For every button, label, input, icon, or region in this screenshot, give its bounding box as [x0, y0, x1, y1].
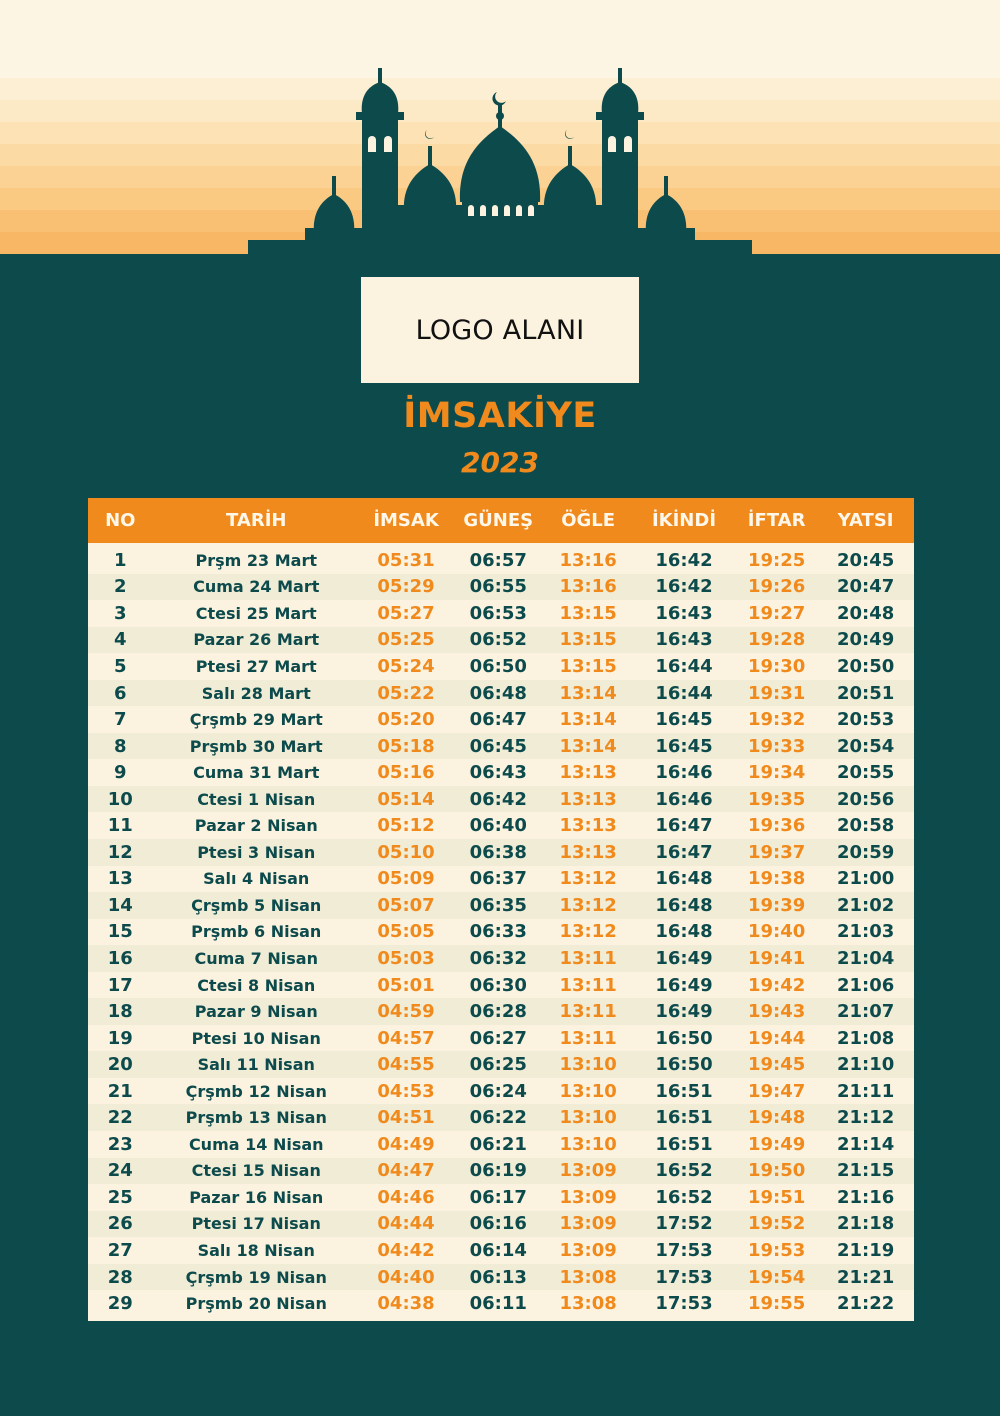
- cell-yatsi: 20:50: [836, 655, 895, 677]
- cell-iftar: 19:53: [747, 1239, 806, 1261]
- cell-ogle: 13:11: [559, 1027, 617, 1049]
- cell-ikindi: 16:44: [655, 655, 713, 677]
- cell-no: 11: [107, 815, 133, 837]
- cell-gunes: 06:30: [469, 974, 527, 996]
- cell-iftar: 19:32: [747, 709, 806, 731]
- table-row: [88, 1290, 914, 1317]
- cell-yatsi: 21:12: [836, 1107, 895, 1129]
- cell-iftar: 19:40: [747, 921, 806, 943]
- cell-iftar: 19:52: [747, 1213, 806, 1235]
- cell-ikindi: 17:53: [655, 1266, 713, 1288]
- cell-yatsi: 20:45: [836, 549, 895, 571]
- cell-no: 17: [107, 974, 133, 996]
- cell-ogle: 13:10: [559, 1080, 617, 1102]
- cell-ikindi: 16:43: [655, 602, 713, 624]
- cell-gunes: 06:52: [469, 629, 527, 651]
- cell-iftar: 19:51: [747, 1186, 806, 1208]
- cell-no: 14: [107, 894, 133, 916]
- cell-ogle: 13:11: [559, 1001, 617, 1023]
- cell-no: 12: [107, 841, 133, 863]
- cell-date: Çrşmb 29 Mart: [189, 710, 323, 730]
- cell-imsak: 04:44: [377, 1213, 435, 1235]
- cell-ogle: 13:13: [559, 841, 617, 863]
- cell-ikindi: 16:49: [655, 974, 713, 996]
- cell-date: Salı 4 Nisan: [203, 869, 310, 889]
- cell-gunes: 06:16: [469, 1213, 527, 1235]
- cell-ikindi: 16:45: [655, 709, 713, 731]
- cell-ogle: 13:13: [559, 788, 617, 810]
- cell-no: 13: [107, 868, 133, 890]
- cell-imsak: 04:40: [377, 1266, 435, 1288]
- cell-date: Pazar 9 Nisan: [194, 1002, 318, 1022]
- cell-iftar: 19:43: [747, 1001, 806, 1023]
- cell-no: 18: [107, 1001, 133, 1023]
- cell-date: Salı 28 Mart: [201, 683, 311, 703]
- cell-iftar: 19:25: [747, 549, 806, 571]
- table-row: [88, 892, 914, 919]
- cell-yatsi: 21:11: [836, 1080, 895, 1102]
- cell-iftar: 19:47: [747, 1080, 806, 1102]
- cell-yatsi: 20:48: [836, 602, 895, 624]
- cell-iftar: 19:41: [747, 947, 806, 969]
- cell-ogle: 13:11: [559, 974, 617, 996]
- cell-ikindi: 16:51: [655, 1107, 713, 1129]
- cell-no: 2: [114, 576, 127, 598]
- cell-ogle: 13:10: [559, 1054, 617, 1076]
- cell-date: Prşmb 30 Mart: [189, 736, 323, 756]
- cell-ikindi: 16:47: [655, 841, 713, 863]
- cell-gunes: 06:22: [469, 1107, 527, 1129]
- cell-ogle: 13:16: [559, 576, 617, 598]
- cell-no: 4: [114, 629, 127, 651]
- table-row: [88, 1158, 914, 1185]
- cell-yatsi: 21:15: [836, 1160, 895, 1182]
- table-row: [88, 1131, 914, 1158]
- header-imsak: İMSAK: [373, 510, 439, 531]
- cell-ogle: 13:12: [559, 921, 617, 943]
- cell-no: 27: [107, 1239, 133, 1261]
- cell-yatsi: 20:56: [836, 788, 895, 810]
- cell-no: 29: [107, 1293, 133, 1315]
- cell-iftar: 19:27: [747, 602, 806, 624]
- cell-yatsi: 21:03: [836, 921, 895, 943]
- cell-gunes: 06:24: [469, 1080, 527, 1102]
- cell-iftar: 19:42: [747, 974, 806, 996]
- cell-imsak: 05:16: [377, 762, 435, 784]
- cell-iftar: 19:39: [747, 894, 806, 916]
- cell-iftar: 19:36: [747, 815, 806, 837]
- table-row: [88, 998, 914, 1025]
- cell-imsak: 05:22: [377, 682, 435, 704]
- table-row: [88, 945, 914, 972]
- cell-ogle: 13:16: [559, 549, 617, 571]
- table-row: [88, 866, 914, 893]
- cell-ogle: 13:13: [559, 762, 617, 784]
- cell-ikindi: 16:48: [655, 894, 713, 916]
- cell-imsak: 05:05: [377, 921, 435, 943]
- cell-gunes: 06:57: [469, 549, 527, 571]
- cell-ikindi: 17:53: [655, 1239, 713, 1261]
- cell-gunes: 06:50: [469, 655, 527, 677]
- cell-imsak: 05:24: [377, 655, 435, 677]
- cell-imsak: 04:57: [377, 1027, 435, 1049]
- cell-imsak: 05:09: [377, 868, 435, 890]
- cell-imsak: 04:55: [377, 1054, 435, 1076]
- cell-ogle: 13:12: [559, 894, 617, 916]
- cell-ikindi: 16:44: [655, 682, 713, 704]
- cell-no: 10: [107, 788, 133, 810]
- cell-iftar: 19:30: [747, 655, 806, 677]
- cell-iftar: 19:26: [747, 576, 806, 598]
- cell-gunes: 06:13: [469, 1266, 527, 1288]
- cell-imsak: 04:46: [377, 1186, 435, 1208]
- cell-ogle: 13:14: [559, 709, 617, 731]
- cell-date: Prşm 23 Mart: [195, 550, 317, 570]
- cell-imsak: 05:10: [377, 841, 435, 863]
- header-gunes: GÜNEŞ: [463, 510, 534, 531]
- cell-date: Cuma 24 Mart: [193, 577, 320, 597]
- cell-ogle: 13:08: [559, 1266, 617, 1288]
- table-header-row: [88, 498, 914, 543]
- table-row: [88, 627, 914, 654]
- cell-yatsi: 20:55: [836, 762, 895, 784]
- cell-imsak: 05:14: [377, 788, 435, 810]
- cell-imsak: 05:20: [377, 709, 435, 731]
- cell-iftar: 19:28: [747, 629, 806, 651]
- cell-date: Prşmb 20 Nisan: [185, 1294, 327, 1314]
- cell-imsak: 05:07: [377, 894, 435, 916]
- table-row: [88, 1237, 914, 1264]
- cell-imsak: 04:42: [377, 1239, 435, 1261]
- cell-ikindi: 16:42: [655, 549, 713, 571]
- cell-date: Ctesi 25 Mart: [195, 603, 317, 623]
- prayer-times-table: [88, 498, 914, 1321]
- cell-no: 9: [114, 762, 127, 784]
- cell-imsak: 04:53: [377, 1080, 435, 1102]
- cell-date: Ctesi 8 Nisan: [197, 975, 316, 995]
- cell-no: 28: [107, 1266, 133, 1288]
- table-row: [88, 919, 914, 946]
- cell-iftar: 19:34: [747, 762, 806, 784]
- cell-ikindi: 16:47: [655, 815, 713, 837]
- cell-ikindi: 16:49: [655, 1001, 713, 1023]
- cell-imsak: 04:59: [377, 1001, 435, 1023]
- cell-ogle: 13:11: [559, 947, 617, 969]
- cell-no: 23: [107, 1133, 133, 1155]
- cell-ikindi: 16:50: [655, 1054, 713, 1076]
- cell-date: Pazar 16 Nisan: [189, 1187, 324, 1207]
- table-row: [88, 1078, 914, 1105]
- cell-iftar: 19:54: [747, 1266, 806, 1288]
- table-row: [88, 547, 914, 574]
- cell-date: Prşmb 6 Nisan: [191, 922, 322, 942]
- cell-yatsi: 21:21: [836, 1266, 895, 1288]
- cell-ogle: 13:15: [559, 629, 617, 651]
- cell-ikindi: 16:50: [655, 1027, 713, 1049]
- cell-imsak: 05:31: [377, 549, 435, 571]
- cell-no: 26: [107, 1213, 133, 1235]
- table-row: [88, 1025, 914, 1052]
- cell-iftar: 19:38: [747, 868, 806, 890]
- table-row: [88, 733, 914, 760]
- cell-no: 6: [114, 682, 127, 704]
- cell-gunes: 06:48: [469, 682, 527, 704]
- cell-iftar: 19:49: [747, 1133, 806, 1155]
- cell-date: Ptesi 27 Mart: [195, 656, 317, 676]
- cell-yatsi: 21:08: [836, 1027, 895, 1049]
- cell-iftar: 19:44: [747, 1027, 806, 1049]
- table-row: [88, 706, 914, 733]
- cell-imsak: 05:18: [377, 735, 435, 757]
- cell-iftar: 19:37: [747, 841, 806, 863]
- cell-gunes: 06:45: [469, 735, 527, 757]
- cell-imsak: 05:27: [377, 602, 435, 624]
- cell-ikindi: 16:42: [655, 576, 713, 598]
- cell-no: 5: [114, 655, 127, 677]
- table-row: [88, 1184, 914, 1211]
- cell-gunes: 06:47: [469, 709, 527, 731]
- cell-date: Çrşmb 19 Nisan: [185, 1267, 327, 1287]
- header-iftar: İFTAR: [747, 510, 806, 531]
- cell-iftar: 19:45: [747, 1054, 806, 1076]
- cell-ikindi: 16:52: [655, 1160, 713, 1182]
- cell-yatsi: 21:06: [836, 974, 895, 996]
- table-row: [88, 786, 914, 813]
- table-row: [88, 600, 914, 627]
- cell-no: 25: [107, 1186, 133, 1208]
- cell-date: Cuma 7 Nisan: [194, 948, 318, 968]
- cell-gunes: 06:37: [469, 868, 527, 890]
- cell-ikindi: 16:52: [655, 1186, 713, 1208]
- cell-date: Ptesi 17 Nisan: [191, 1214, 321, 1234]
- cell-date: Salı 11 Nisan: [197, 1055, 315, 1075]
- cell-no: 22: [107, 1107, 133, 1129]
- cell-ikindi: 16:49: [655, 947, 713, 969]
- cell-date: Ctesi 1 Nisan: [197, 789, 316, 809]
- cell-date: Ctesi 15 Nisan: [191, 1161, 321, 1181]
- cell-gunes: 06:14: [469, 1239, 527, 1261]
- cell-yatsi: 20:59: [836, 841, 895, 863]
- cell-ikindi: 16:45: [655, 735, 713, 757]
- cell-date: Çrşmb 5 Nisan: [191, 895, 322, 915]
- cell-imsak: 05:29: [377, 576, 435, 598]
- cell-gunes: 06:25: [469, 1054, 527, 1076]
- cell-iftar: 19:55: [747, 1293, 806, 1315]
- cell-iftar: 19:33: [747, 735, 806, 757]
- cell-gunes: 06:38: [469, 841, 527, 863]
- cell-yatsi: 21:14: [836, 1133, 895, 1155]
- table-row: [88, 839, 914, 866]
- table-row: [88, 1211, 914, 1238]
- cell-yatsi: 21:07: [836, 1001, 895, 1023]
- cell-gunes: 06:19: [469, 1160, 527, 1182]
- table-row: [88, 653, 914, 680]
- cell-yatsi: 21:00: [836, 868, 895, 890]
- cell-ogle: 13:12: [559, 868, 617, 890]
- header-yatsi: YATSI: [837, 510, 894, 531]
- cell-date: Ptesi 10 Nisan: [191, 1028, 321, 1048]
- table-row: [88, 812, 914, 839]
- cell-yatsi: 20:54: [836, 735, 895, 757]
- cell-date: Ptesi 3 Nisan: [197, 842, 316, 862]
- cell-no: 8: [114, 735, 127, 757]
- cell-ikindi: 16:51: [655, 1080, 713, 1102]
- table-row: [88, 574, 914, 601]
- cell-date: Çrşmb 12 Nisan: [185, 1081, 327, 1101]
- cell-iftar: 19:48: [747, 1107, 806, 1129]
- cell-yatsi: 21:02: [836, 894, 895, 916]
- cell-iftar: 19:31: [747, 682, 806, 704]
- cell-yatsi: 21:19: [836, 1239, 895, 1261]
- cell-ogle: 13:10: [559, 1133, 617, 1155]
- header-ikindi: İKİNDİ: [651, 510, 717, 531]
- cell-no: 1: [114, 549, 127, 571]
- cell-gunes: 06:17: [469, 1186, 527, 1208]
- cell-imsak: 04:38: [377, 1293, 435, 1315]
- cell-no: 7: [114, 709, 127, 731]
- cell-ogle: 13:13: [559, 815, 617, 837]
- logo-area: [361, 277, 639, 383]
- cell-gunes: 06:11: [469, 1293, 527, 1315]
- table-row: [88, 759, 914, 786]
- cell-no: 20: [107, 1054, 133, 1076]
- header-ogle: ÖĞLE: [561, 510, 616, 531]
- cell-imsak: 05:25: [377, 629, 435, 651]
- cell-ogle: 13:09: [559, 1186, 617, 1208]
- header-date: TARİH: [226, 510, 287, 531]
- cell-ikindi: 17:53: [655, 1293, 713, 1315]
- cell-yatsi: 21:10: [836, 1054, 895, 1076]
- cell-gunes: 06:35: [469, 894, 527, 916]
- cell-ikindi: 16:46: [655, 762, 713, 784]
- cell-no: 16: [107, 947, 133, 969]
- mosque-silhouette-icon: [0, 0, 1000, 260]
- cell-iftar: 19:50: [747, 1160, 806, 1182]
- cell-ogle: 13:10: [559, 1107, 617, 1129]
- cell-yatsi: 21:04: [836, 947, 895, 969]
- cell-ikindi: 16:48: [655, 868, 713, 890]
- cell-yatsi: 21:22: [836, 1293, 895, 1315]
- cell-ogle: 13:15: [559, 655, 617, 677]
- cell-date: Pazar 2 Nisan: [194, 816, 318, 836]
- cell-gunes: 06:21: [469, 1133, 527, 1155]
- cell-ogle: 13:15: [559, 602, 617, 624]
- cell-imsak: 05:03: [377, 947, 435, 969]
- cell-ogle: 13:09: [559, 1160, 617, 1182]
- table-row: [88, 1051, 914, 1078]
- cell-iftar: 19:35: [747, 788, 806, 810]
- cell-imsak: 05:12: [377, 815, 435, 837]
- cell-imsak: 04:49: [377, 1133, 435, 1155]
- cell-date: Pazar 26 Mart: [193, 630, 320, 650]
- cell-imsak: 04:47: [377, 1160, 435, 1182]
- cell-ikindi: 16:51: [655, 1133, 713, 1155]
- cell-date: Cuma 31 Mart: [193, 763, 320, 783]
- cell-no: 21: [107, 1080, 133, 1102]
- cell-yatsi: 20:49: [836, 629, 895, 651]
- cell-no: 24: [107, 1160, 133, 1182]
- logo-placeholder-text: LOGO ALANI: [415, 314, 585, 346]
- cell-gunes: 06:42: [469, 788, 527, 810]
- cell-gunes: 06:33: [469, 921, 527, 943]
- cell-imsak: 05:01: [377, 974, 435, 996]
- cell-no: 19: [107, 1027, 133, 1049]
- cell-ogle: 13:08: [559, 1293, 617, 1315]
- cell-gunes: 06:55: [469, 576, 527, 598]
- table-body: [88, 543, 914, 1321]
- cell-gunes: 06:43: [469, 762, 527, 784]
- table-row: [88, 1104, 914, 1131]
- cell-ogle: 13:14: [559, 682, 617, 704]
- cell-yatsi: 20:47: [836, 576, 895, 598]
- cell-yatsi: 20:58: [836, 815, 895, 837]
- cell-imsak: 04:51: [377, 1107, 435, 1129]
- cell-date: Cuma 14 Nisan: [188, 1134, 324, 1154]
- table-row: [88, 972, 914, 999]
- page-title: İMSAKİYE: [403, 396, 597, 436]
- cell-no: 3: [114, 602, 127, 624]
- cell-gunes: 06:40: [469, 815, 527, 837]
- table-row: [88, 1264, 914, 1291]
- cell-yatsi: 20:53: [836, 709, 895, 731]
- cell-ikindi: 17:52: [655, 1213, 713, 1235]
- cell-yatsi: 21:16: [836, 1186, 895, 1208]
- cell-ikindi: 16:48: [655, 921, 713, 943]
- table-row: [88, 680, 914, 707]
- cell-ogle: 13:14: [559, 735, 617, 757]
- cell-ikindi: 16:46: [655, 788, 713, 810]
- cell-yatsi: 20:51: [836, 682, 895, 704]
- cell-date: Salı 18 Nisan: [197, 1240, 315, 1260]
- cell-gunes: 06:53: [469, 602, 527, 624]
- cell-ogle: 13:09: [559, 1213, 617, 1235]
- cell-gunes: 06:32: [469, 947, 527, 969]
- header-no: NO: [105, 510, 136, 531]
- cell-gunes: 06:28: [469, 1001, 527, 1023]
- cell-yatsi: 21:18: [836, 1213, 895, 1235]
- cell-ogle: 13:09: [559, 1239, 617, 1261]
- cell-date: Prşmb 13 Nisan: [185, 1108, 327, 1128]
- cell-gunes: 06:27: [469, 1027, 527, 1049]
- cell-ikindi: 16:43: [655, 629, 713, 651]
- page-year: 2023: [461, 446, 539, 479]
- cell-no: 15: [107, 921, 133, 943]
